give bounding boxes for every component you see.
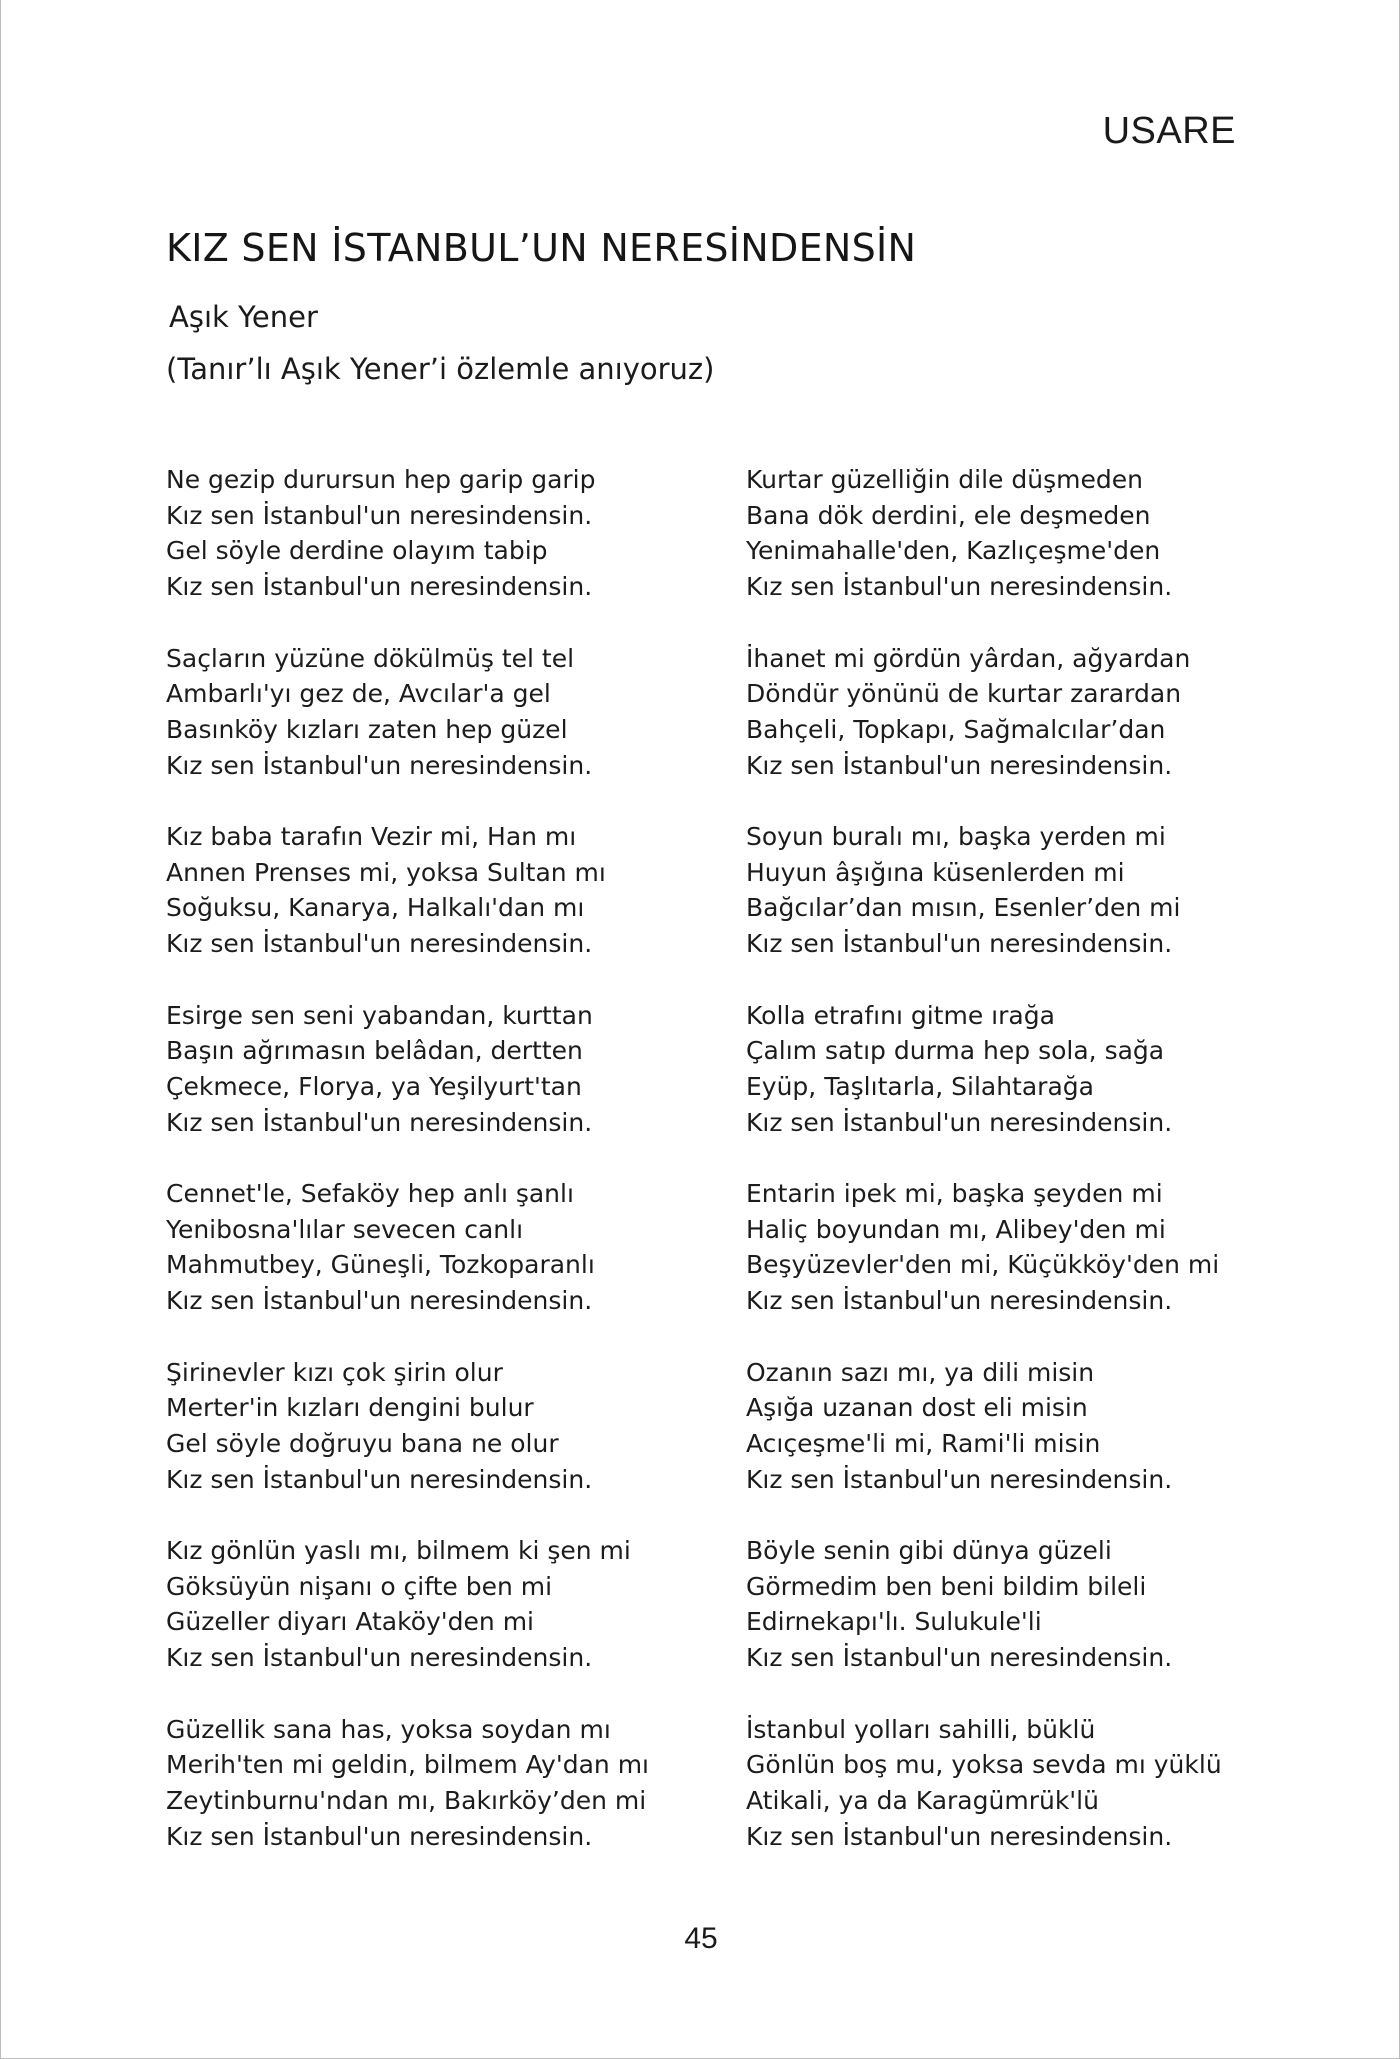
poem-line: Kız sen İstanbul'un neresindensin. [746,1643,1173,1673]
poem-line: Kız sen İstanbul'un neresindensin. [746,929,1173,959]
poem-line: Huyun âşığına küsenlerden mi [746,857,1125,887]
poem-title: KIZ SEN İSTANBUL’UN NERESİNDENSİN [166,226,917,270]
poem-line: Kız sen İstanbul'un neresindensin. [746,1821,1173,1851]
poem-line: Kurtar güzelliğin dile düşmeden [746,465,1143,494]
poem-line: İstanbul yolları sahilli, büklü [746,1714,1096,1744]
stanza [746,641,1266,784]
poem-line: Bahçeli, Topkapı, Sağmalcılar’dan [746,714,1166,744]
poem-line: Saçların yüzüne dökülmüş tel tel [166,643,575,673]
poem-line: Bana dök derdini, ele deşmeden [746,500,1151,530]
stanza [746,1533,1266,1676]
poem-column-right [746,462,1266,1890]
poem-line: Gel söyle doğruyu bana ne olur [166,1428,559,1458]
poem-line: Cennet'le, Sefaköy hep anlı şanlı [166,1179,574,1208]
poem-line: Acıçeşme'li mi, Rami'li misin [746,1428,1101,1458]
stanza [166,462,726,605]
poem-line: Görmedim ben beni bildim bileli [746,1571,1147,1601]
stanza [166,998,726,1141]
poem-line: Soyun buralı mı, başka yerden mi [746,822,1166,851]
poem-line: Çekmece, Florya, ya Yeşilyurt'tan [166,1071,582,1101]
poem-line: Gel söyle derdine olayım tabip [166,536,548,566]
poem-line: Güzeller diyarı Ataköy'den mi [166,1607,534,1637]
poem-line: Edirnekapı'lı. Sulukule'li [746,1607,1042,1637]
poem-line: Haliç boyundan mı, Alibey'den mi [746,1214,1166,1244]
poem-line: Kız sen İstanbul'un neresindensin. [746,750,1173,780]
poem-column-left [166,462,726,1890]
poem-line: Kız sen İstanbul'un neresindensin. [166,929,593,959]
stanza [166,819,726,962]
poem-line: Kız sen İstanbul'un neresindensin. [166,1107,593,1137]
poem-line: Kız sen İstanbul'un neresindensin. [746,572,1173,602]
stanza [746,819,1266,962]
stanza [746,462,1266,605]
poem-line: Mahmutbey, Güneşli, Tozkoparanlı [166,1250,595,1280]
stanza [746,1176,1266,1319]
poem-line: Kolla etrafını gitme ırağa [746,1000,1055,1030]
poem-line: Atikali, ya da Karagümrük'lü [746,1785,1099,1815]
poem-line: Ambarlı'yı gez de, Avcılar'a gel [166,679,551,709]
poem-dedication: (Tanır’lı Aşık Yener’i özlemle anıyoruz) [166,352,715,386]
poem-line: Başın ağrımasın belâdan, dertten [166,1036,583,1066]
poem-line: Bağcılar’dan mısın, Esenler’den mi [746,893,1181,923]
poem-line: Kız sen İstanbul'un neresindensin. [166,750,593,780]
stanza [166,1533,726,1676]
poem-line: Böyle senin gibi dünya güzeli [746,1536,1112,1565]
stanza [166,1355,726,1498]
stanza [746,1712,1266,1855]
poem-line: Soğuksu, Kanarya, Halkalı'dan mı [166,893,585,923]
poem-line: Kız sen İstanbul'un neresindensin. [746,1107,1173,1137]
poem-line: Kız sen İstanbul'un neresindensin. [166,1286,593,1316]
poem-line: Kız sen İstanbul'un neresindensin. [166,572,593,602]
stanza [166,1176,726,1319]
poem-line: Ne gezip durursun hep garip garip [166,465,596,494]
poem-line: Kız sen İstanbul'un neresindensin. [746,1286,1173,1316]
poem-line: Beşyüzevler'den mi, Küçükköy'den mi [746,1250,1220,1280]
poem-line: Basınköy kızları zaten hep güzel [166,714,568,744]
poem-line: Göksüyün nişanı o çifte ben mi [166,1571,553,1601]
poem-line: Aşığa uzanan dost eli misin [746,1393,1088,1423]
stanza [166,1712,726,1855]
poem-author: Aşık Yener [169,300,318,334]
poem-line: Kız sen İstanbul'un neresindensin. [166,1821,593,1851]
poem-line: Döndür yönünü de kurtar zarardan [746,679,1182,709]
stanza [166,641,726,784]
poem-line: Kız gönlün yaslı mı, bilmem ki şen mi [166,1536,631,1565]
poem-line: Entarin ipek mi, başka şeyden mi [746,1179,1163,1208]
page-number: 45 [684,1922,718,1955]
poem-line: Merih'ten mi geldin, bilmem Ay'dan mı [166,1750,650,1780]
stanza [746,1355,1266,1498]
poem-line: Yenibosna'lılar sevecen canlı [166,1214,524,1244]
poem-line: Kız sen İstanbul'un neresindensin. [746,1464,1173,1494]
poem-line: Zeytinburnu'ndan mı, Bakırköy’den mi [166,1785,647,1815]
poem-line: Yenimahalle'den, Kazlıçeşme'den [746,536,1161,566]
poem-line: Kız sen İstanbul'un neresindensin. [166,1464,593,1494]
poem-line: Çalım satıp durma hep sola, sağa [746,1036,1165,1066]
poem-line: Kız baba tarafın Vezir mi, Han mı [166,822,577,851]
poem-line: Eyüp, Taşlıtarla, Silahtarağa [746,1071,1094,1101]
poem-line: Şirinevler kızı çok şirin olur [166,1357,503,1387]
running-header: USARE [1102,110,1236,152]
poem-line: Kız sen İstanbul'un neresindensin. [166,1643,593,1673]
poem-line: Esirge sen seni yabandan, kurttan [166,1000,593,1030]
poem-line: Merter'in kızları dengini bulur [166,1393,534,1423]
poem-line: Ozanın sazı mı, ya dili misin [746,1357,1095,1387]
poem-line: Güzellik sana has, yoksa soydan mı [166,1714,611,1744]
poem-line: İhanet mi gördün yârdan, ağyardan [746,643,1191,673]
poem-line: Kız sen İstanbul'un neresindensin. [166,500,593,530]
poem-line: Gönlün boş mu, yoksa sevda mı yüklü [746,1750,1222,1780]
stanza [746,998,1266,1141]
poem-line: Annen Prenses mi, yoksa Sultan mı [166,857,606,887]
